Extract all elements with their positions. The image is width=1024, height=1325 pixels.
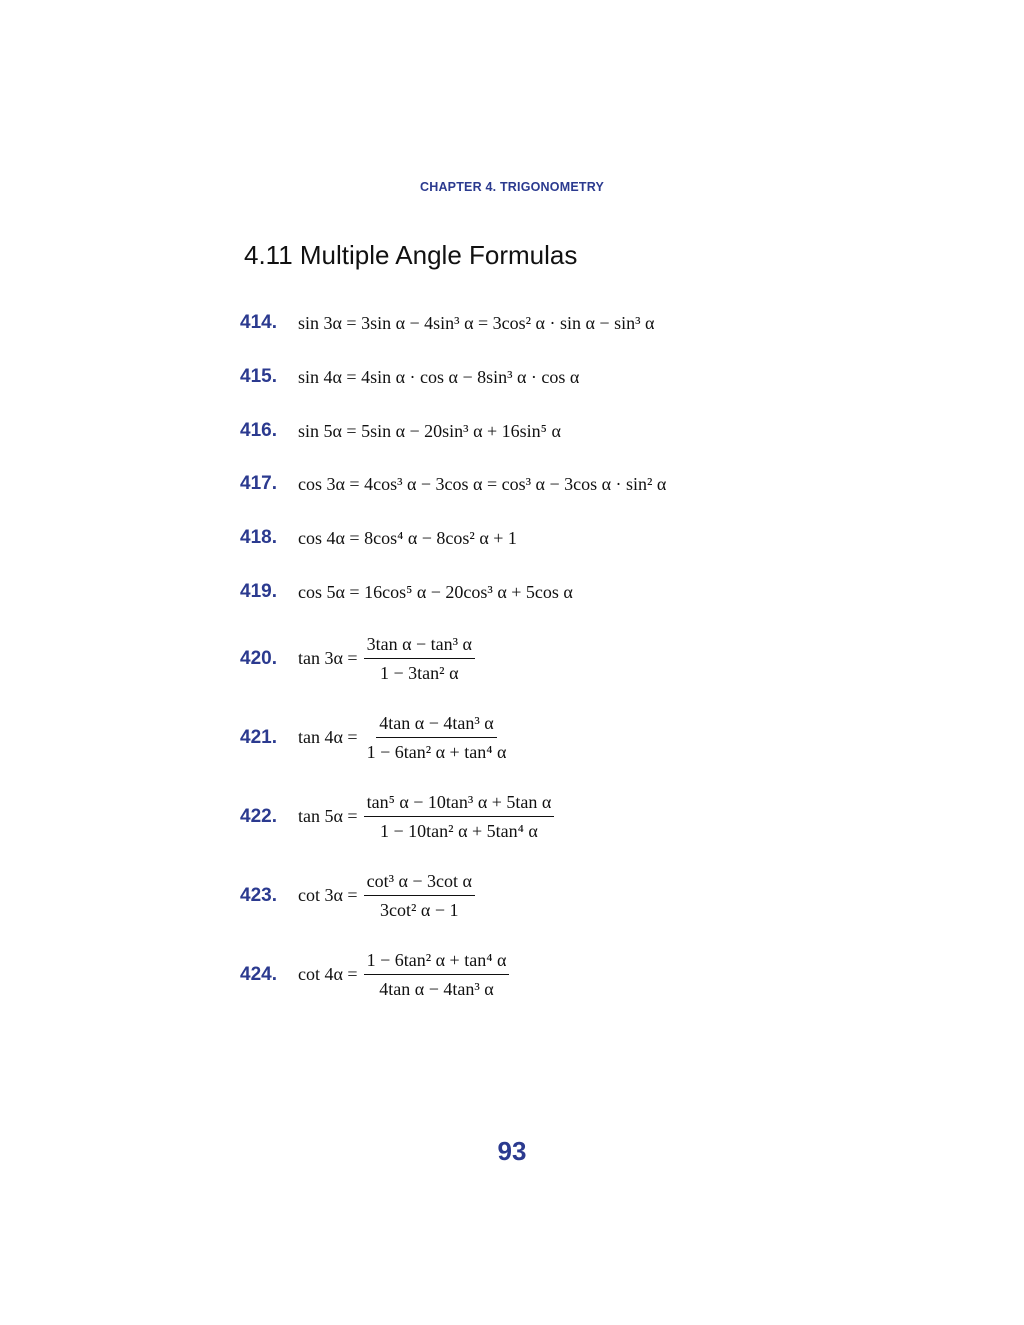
fraction-numerator: 1 − 6tan² α + tan⁴ α — [364, 949, 510, 975]
formula-414 — [240, 312, 654, 334]
formula-415 — [240, 366, 579, 388]
chapter-header: CHAPTER 4. TRIGONOMETRY — [419, 180, 604, 194]
formula-number: 414. — [240, 312, 277, 333]
fraction — [364, 791, 555, 842]
formula-number: 416. — [240, 420, 277, 441]
formula-number: 420. — [240, 647, 277, 669]
formula-expression — [298, 791, 554, 842]
formula-lhs: tan 5α = — [298, 806, 358, 826]
formula-number: 417. — [240, 473, 277, 494]
formula-expression: cos 5α = 16cos⁵ α − 20cos³ α + 5cos α — [298, 581, 573, 602]
formula-416 — [240, 420, 561, 442]
formula-lhs: cot 3α = — [298, 885, 358, 905]
fraction — [364, 633, 475, 684]
formula-417 — [240, 473, 666, 495]
page-number: 93 — [497, 1136, 527, 1166]
fraction-numerator: tan⁵ α − 10tan³ α + 5tan α — [364, 791, 555, 817]
formula-421 — [240, 712, 509, 763]
formula-expression: cos 4α = 8cos⁴ α − 8cos² α + 1 — [298, 527, 517, 548]
formula-number: 422. — [240, 805, 277, 827]
formula-lhs: tan 4α = — [298, 727, 358, 747]
fraction-numerator: cot³ α − 3cot α — [364, 870, 475, 896]
fraction-denominator: 3cot² α − 1 — [380, 900, 459, 920]
fraction — [364, 712, 510, 763]
formula-number: 423. — [240, 884, 277, 906]
formula-expression: sin 5α = 5sin α − 20sin³ α + 16sin⁵ α — [298, 420, 561, 441]
fraction-denominator: 1 − 10tan² α + 5tan⁴ α — [380, 821, 538, 841]
formula-expression: sin 4α = 4sin α · cos α − 8sin³ α · cos α — [298, 366, 580, 387]
section-title: 4.11 Multiple Angle Formulas — [244, 240, 578, 270]
fraction-denominator: 1 − 6tan² α + tan⁴ α — [366, 742, 507, 762]
formula-number: 415. — [240, 366, 277, 387]
fraction — [364, 870, 475, 921]
formula-422 — [240, 791, 554, 842]
fraction-denominator: 1 − 3tan² α — [380, 663, 459, 683]
formula-420 — [240, 633, 475, 684]
formula-lhs: cot 4α = — [298, 964, 358, 984]
formula-expression — [298, 870, 475, 921]
formula-419 — [240, 581, 573, 603]
formula-expression — [298, 712, 509, 763]
formula-expression: cos 3α = 4cos³ α − 3cos α = cos³ α − 3cos α · sin² α — [298, 473, 667, 494]
formula-expression: sin 3α = 3sin α − 4sin³ α = 3cos² α · sin α − sin³ α — [298, 312, 655, 333]
formula-number: 421. — [240, 726, 277, 748]
fraction — [364, 949, 510, 1000]
formula-expression — [298, 633, 475, 684]
formula-expression — [298, 949, 509, 1000]
formula-number: 419. — [240, 581, 277, 602]
formula-number: 424. — [240, 963, 277, 985]
fraction-numerator: 3tan α − tan³ α — [364, 633, 475, 659]
formula-418 — [240, 527, 517, 549]
formula-424 — [240, 949, 509, 1000]
formula-423 — [240, 870, 475, 921]
fraction-numerator: 4tan α − 4tan³ α — [376, 712, 496, 738]
formula-lhs: tan 3α = — [298, 648, 358, 668]
formula-number: 418. — [240, 527, 277, 548]
fraction-denominator: 4tan α − 4tan³ α — [379, 979, 494, 999]
